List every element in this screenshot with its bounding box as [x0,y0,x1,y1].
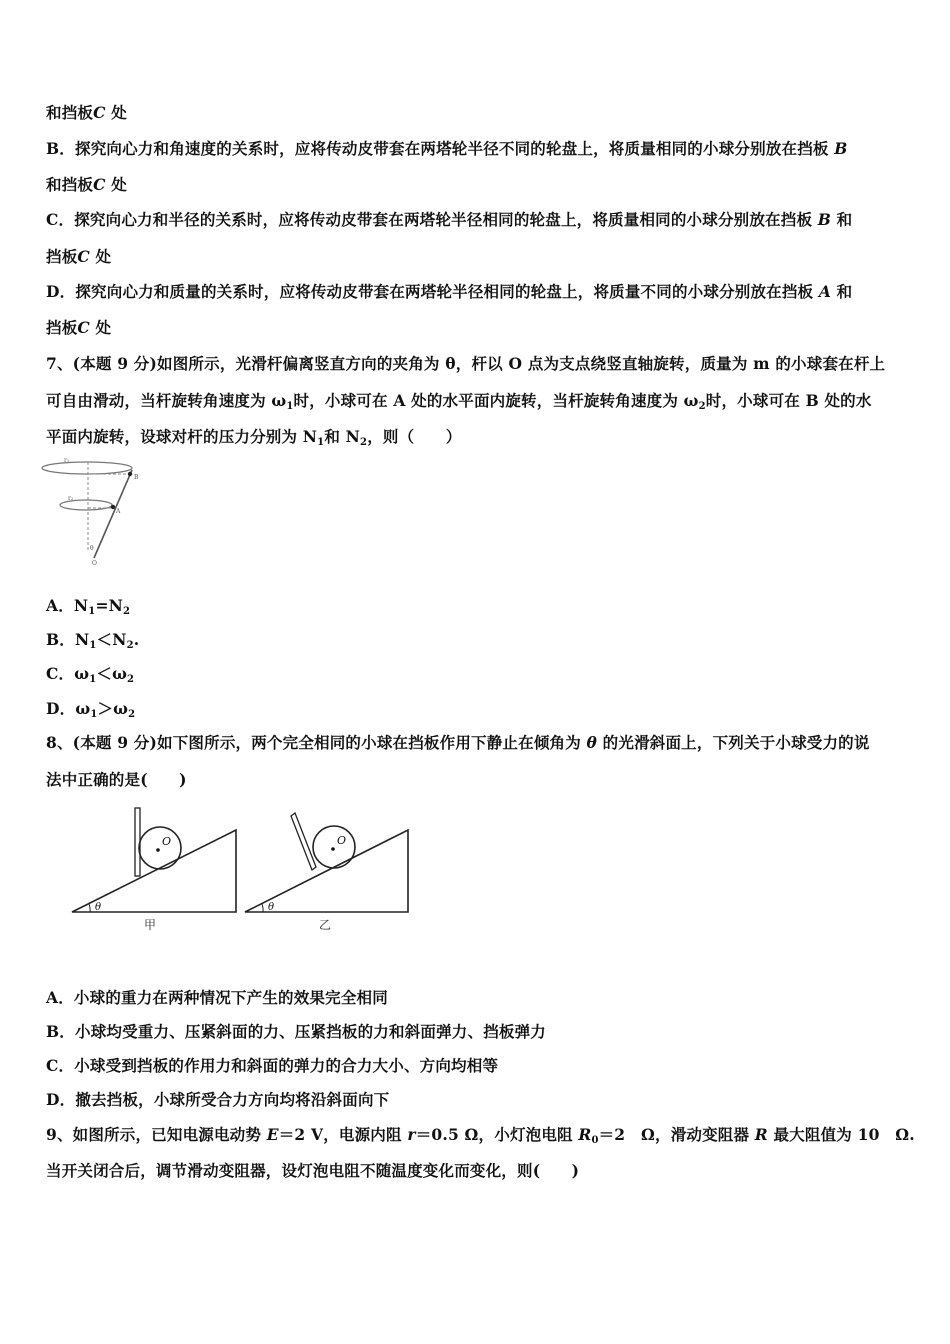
text: θ [580,733,603,752]
q6-option-c-cont [46,245,111,267]
text: 挡板 [46,318,78,337]
q7-option-a [46,594,130,616]
text: 时，小球可在 A 处的水平面内旋转，当杆旋转角速度为 ω [293,391,699,410]
text: 和 [831,282,853,301]
subscript: 1 [89,640,97,651]
q8-stem-1 [46,731,870,753]
q8-option-d: D．撤去挡板，小球所受合力方向均将沿斜面向下 [46,1090,390,1109]
q7-stem-1: 7、(本题 9 分)如图所示，光滑杆偏离竖直方向的夹角为 θ，杆以 O 点为支点绕竖直轴旋转，质量为 m 的小球套在杆上 [46,354,886,373]
rod [94,470,132,558]
q6-option-c [46,208,852,230]
ball-jia [139,827,181,869]
subscript: 0 [591,1135,599,1146]
label-o-yi: O [337,834,347,847]
label-r2: r₂ [68,495,74,502]
upper-orbit-ellipse [42,462,132,474]
text: B [828,139,848,158]
text: r [407,1125,416,1144]
text: B．N [46,630,90,649]
subscript: 2 [126,640,134,651]
subscript: 1 [286,401,294,412]
q9-stem-2: 当开关闭合后，调节滑动变阻器，设灯泡电阻不随温度变化而变化，则( ) [46,1161,580,1180]
text: D．ω [46,699,91,718]
subscript: 2 [360,437,368,448]
q6-option-d-cont [46,316,111,338]
label-r1: r₁ [64,457,70,464]
text: ＝2 Ω，滑动变阻器 [598,1125,755,1144]
text: 和挡板 [46,103,94,122]
q7-rotating-rod-figure [40,452,150,567]
text: C [77,247,90,266]
q6-line-1 [46,101,127,123]
text: ＜ω [96,664,128,683]
q7-option-c [46,662,134,684]
text: ，则（ ） [367,427,462,446]
text: E [266,1125,279,1144]
text: . [133,630,140,649]
q8-option-a: A．小球的重力在两种情况下产生的效果完全相同 [46,988,388,1007]
label-a: A [116,508,121,515]
q8-option-b: B．小球均受重力、压紧斜面的力、压紧挡板的力和斜面弹力、挡板弹力 [46,1022,547,1041]
text: 处 [89,247,112,266]
label-theta: θ [90,545,94,552]
text: 和 [831,210,853,229]
text: C [93,103,106,122]
text: A [813,282,832,301]
text: =N [95,596,124,615]
text: D．探究向心力和质量的关系时，应将传动皮带套在两塔轮半径相同的轮盘上，将质量不同的小球分别放在挡板 [46,282,814,301]
text: 的光滑斜面上，下列关于小球受力的说 [602,733,870,752]
text: B [812,210,832,229]
q6-option-b [46,137,848,159]
q8-option-c: C．小球受到挡板的作用力和斜面的弹力的合力大小、方向均相等 [46,1056,499,1075]
subscript: 2 [698,401,706,412]
text: 挡板 [46,247,78,266]
q6-option-d [46,280,852,302]
text: C [93,175,106,194]
text: R [578,1125,592,1144]
text: 处 [89,318,112,337]
q7-stem-2 [46,389,872,411]
label-b: B [134,474,139,481]
text: C．探究向心力和半径的关系时，应将传动皮带套在两塔轮半径相同的轮盘上，将质量相同的小球分别放在挡板 [46,210,813,229]
text: 8、(本题 9 分)如下图所示，两个完全相同的小球在挡板作用下静止在倾角为 [46,733,581,752]
subscript: 1 [317,437,325,448]
text: ＝0.5 Ω，小灯泡电阻 [415,1125,579,1144]
ball-a [111,505,115,509]
label-o-jia: O [162,835,172,848]
angle-arc-jia [89,904,90,912]
text: 和 N [324,427,361,446]
subscript: 2 [127,674,135,685]
label-jia: 甲 [144,918,157,932]
text: C．ω [46,664,90,683]
q7-stem-3 [46,425,461,447]
text: 9、如图所示，已知电源电动势 [46,1125,267,1144]
q6-option-b-cont [46,173,127,195]
subscript: 1 [88,606,96,617]
subscript: 2 [123,606,131,617]
text: C [77,318,90,337]
q8-incline-figure [66,805,416,935]
ball-yi [313,826,355,868]
label-theta-jia: θ [95,902,102,913]
center-dot-jia [156,848,160,852]
incline-jia [72,830,236,912]
text: 最大阻值为 10 Ω. [767,1125,915,1144]
text: ＝2 V，电源内阻 [278,1125,408,1144]
text: 平面内旋转，设球对杆的压力分别为 N [46,427,318,446]
angle-arc-yi [262,904,263,912]
text: ＞ω [97,699,129,718]
text: 处 [105,175,127,194]
subscript: 2 [128,709,136,720]
text: 可自由滑动，当杆旋转角速度为 ω [46,391,287,410]
text: 处 [105,103,127,122]
ball-b [128,472,132,476]
q7-option-d [46,697,135,719]
label-theta-yi: θ [268,902,275,913]
text: ＜N [96,630,127,649]
incline-yi [245,830,408,912]
q8-stem-2: 法中正确的是( ) [46,770,187,789]
text: 和挡板 [46,175,94,194]
subscript: 1 [90,709,98,720]
subscript: 1 [89,674,97,685]
q9-stem-1 [46,1123,915,1145]
label-o: O [92,560,97,567]
text: A．N [46,596,89,615]
center-dot-yi [331,847,335,851]
q7-option-b [46,628,139,650]
text: 时，小球可在 B 处的水 [705,391,872,410]
text: B．探究向心力和角速度的关系时，应将传动皮带套在两塔轮半径不同的轮盘上，将质量相同的小球分别放在挡板 [46,139,829,158]
text: R [754,1125,768,1144]
tilted-board-yi [291,813,316,870]
label-yi: 乙 [319,918,332,932]
